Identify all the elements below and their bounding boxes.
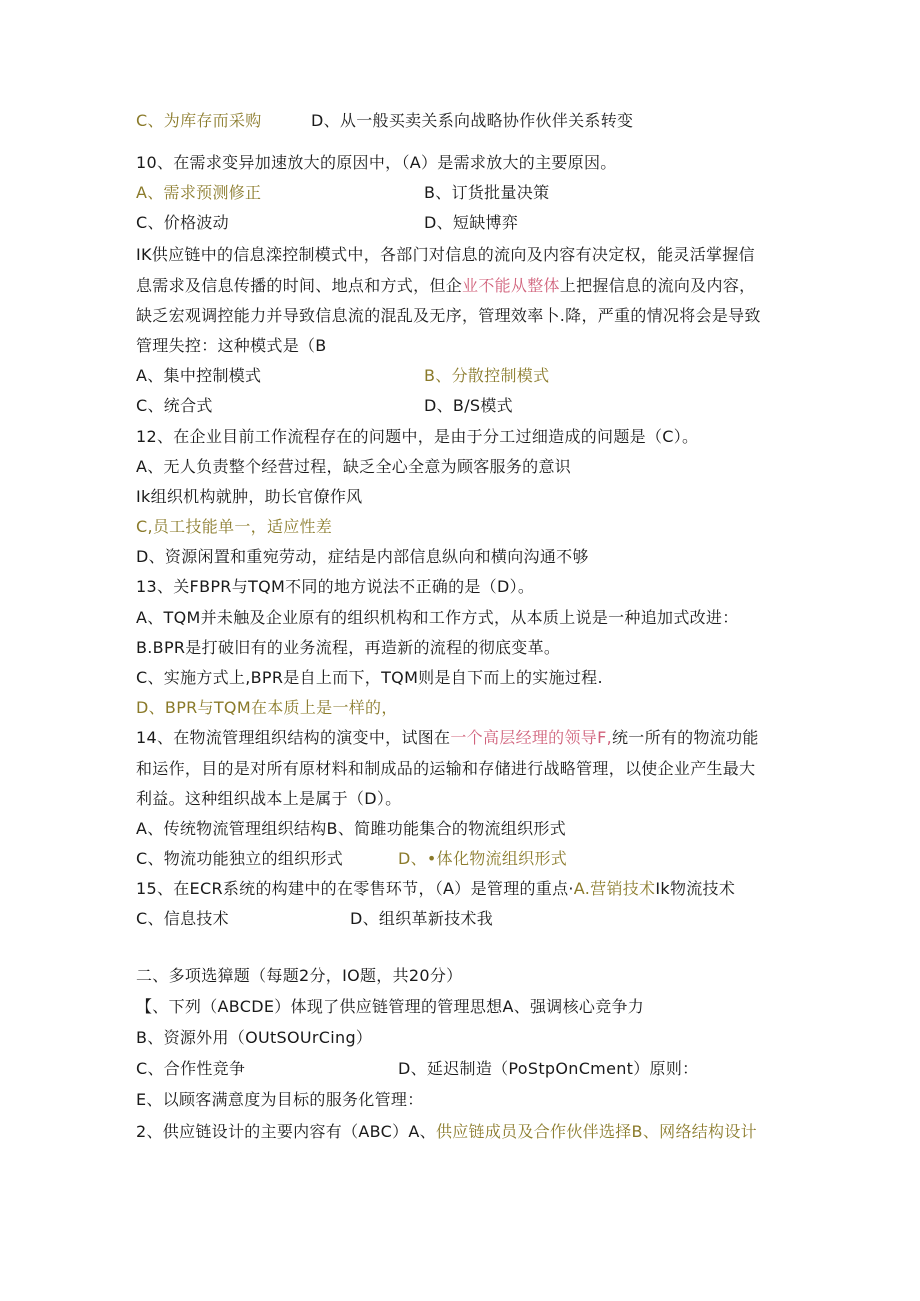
q10-options-cd xyxy=(136,212,519,234)
q13-stem: 13、关FBPR与TQM不同的地方说法不正确的是（D）。 xyxy=(136,577,535,596)
q15-option-d: D、组织革新技术我 xyxy=(350,909,494,928)
q12-option-b: Ik组织机构就肿，助长官僚作风 xyxy=(136,487,363,506)
q12-stem: 12、在企业目前工作流程存在的问题中，是由于分工过细造成的问题是（C）。 xyxy=(136,427,699,446)
q15-stem xyxy=(136,878,735,900)
s2-q2-stem-text: 2、供应链设计的主要内容有（ABC）A、 xyxy=(136,1122,436,1141)
q14-stem-line2: 和运作，目的是对所有原材料和制成品的运输和存储进行战略管理，以使企业产生最大 xyxy=(136,759,756,778)
q15-stem-text: 15、在ECR系统的构建中的在零售环节，（A）是管理的重点· xyxy=(136,879,574,898)
q11-options-ab xyxy=(136,365,550,387)
q10-option-b: B、订货批量决策 xyxy=(424,183,550,202)
q11-line2-part1: 息需求及信息传播的时间、地点和方式，但企 xyxy=(136,276,463,295)
q13-option-d-part1: D、BPR与TQM xyxy=(136,698,251,717)
section2-heading: 二、多项选獐题（每题2分，IO题，共20分） xyxy=(136,966,463,985)
q11-stem-line2 xyxy=(136,275,755,297)
q11-option-c: C、统合式 xyxy=(136,396,213,415)
q11-stem-line3: 缺乏宏观调控能力并导致信息流的混乱及无序，管理效率卜.降，严重的情况将会是导致 xyxy=(136,306,761,325)
q10-stem: 10、在需求变异加速放大的原因中，（A）是需求放大的主要原因。 xyxy=(136,153,617,172)
q15-option-b: Ik物流技术 xyxy=(655,879,736,898)
q15-option-a: A.营销技术 xyxy=(573,879,656,898)
q14-options-cd xyxy=(136,848,568,870)
q14-stem-line1 xyxy=(136,727,759,749)
q15-option-c: C、信息技术 xyxy=(136,909,229,928)
q13-option-c: C、实施方式上,BPR是自上而下，TQM则是自下而上的实施过程. xyxy=(136,668,603,687)
q14-option-c: C、物流功能独立的组织形式 xyxy=(136,849,344,868)
s2-q1-options-cd xyxy=(136,1058,699,1080)
q10-option-a: A、需求预测修正 xyxy=(136,183,262,202)
q11-stem-line4: 管理失控：这种模式是（B xyxy=(136,336,327,355)
q12-option-c: C,员工技能单一，适应性差 xyxy=(136,517,333,536)
q9-option-d: D、从一般买卖关系向战略协作伙伴关系转变 xyxy=(311,111,634,130)
q11-line2-part2: 上把握信息的流向及内容， xyxy=(559,276,756,295)
q14-line1-highlight: 一个高层经理的领导F, xyxy=(450,728,612,747)
q13-option-a: A、TQM并未触及企业原有的组织机构和工作方式，从本质上说是一种追加式改进： xyxy=(136,608,739,627)
s2-q1-option-b: B、资源外用（OUtSOUrCing） xyxy=(136,1028,373,1047)
q9-options-cd xyxy=(136,110,634,132)
q13-option-b: B.BPR是打破旧有的业务流程，再造新的流程的彻底变革。 xyxy=(136,638,561,657)
q14-line1-part1: 14、在物流管理组织结构的演变中，试图在 xyxy=(136,728,451,747)
s2-q2-stem xyxy=(136,1121,757,1143)
s2-q2-option-a: 供应链成员及合作伙伴选择B、 xyxy=(435,1122,660,1141)
q14-stem-line3: 利益。这种组织战本上是属于（D）。 xyxy=(136,789,402,808)
q14-line1-part2: 统一所有的物流功能 xyxy=(611,728,759,747)
s2-q2-option-b: 网络结构设计 xyxy=(659,1122,757,1141)
q11-stem-line1: IK供应链中的信息滦控制模式中，各部门对信息的流向及内容有决定权，能灵活掌握信 xyxy=(136,245,755,264)
s2-q1-option-e: E、以顾客满意度为目标的服务化管理： xyxy=(136,1090,424,1109)
s2-q1-option-d: D、延迟制造（PoStpOnCment）原则： xyxy=(398,1059,699,1078)
q13-option-d-part2: 在本质上是一样的， xyxy=(250,698,398,717)
q11-option-d: D、B/S模式 xyxy=(424,396,513,415)
q11-line2-highlight: 业不能从整体 xyxy=(462,276,560,295)
q10-option-d: D、短缺博弈 xyxy=(424,213,519,232)
q12-option-d: D、资源闲置和重宛劳动，症结是内部信息纵向和横向沟通不够 xyxy=(136,547,589,566)
q15-options-cd xyxy=(136,908,494,930)
s2-q1-stem: 【、下列（ABCDE）体现了供应链管理的管理思想A、强调核心竞争力 xyxy=(136,997,645,1016)
q11-option-b: B、分散控制模式 xyxy=(424,366,550,385)
q10-options-ab xyxy=(136,182,550,204)
q11-options-cd xyxy=(136,395,513,417)
q11-option-a: A、集中控制模式 xyxy=(136,366,262,385)
q14-option-d: D、•体化物流组织形式 xyxy=(398,849,568,868)
q12-option-a: A、无人负责整个经营过程，缺乏全心全意为顾客服务的意识 xyxy=(136,457,572,476)
s2-q1-option-c: C、合作性竞争 xyxy=(136,1059,246,1078)
q9-option-c: C、为库存而采购 xyxy=(136,111,262,130)
q10-option-c: C、价格波动 xyxy=(136,213,229,232)
q13-option-d xyxy=(136,697,398,719)
q14-options-ab: A、传统物流管理组织结构B、简雎功能集合的物流组织形式 xyxy=(136,819,567,838)
